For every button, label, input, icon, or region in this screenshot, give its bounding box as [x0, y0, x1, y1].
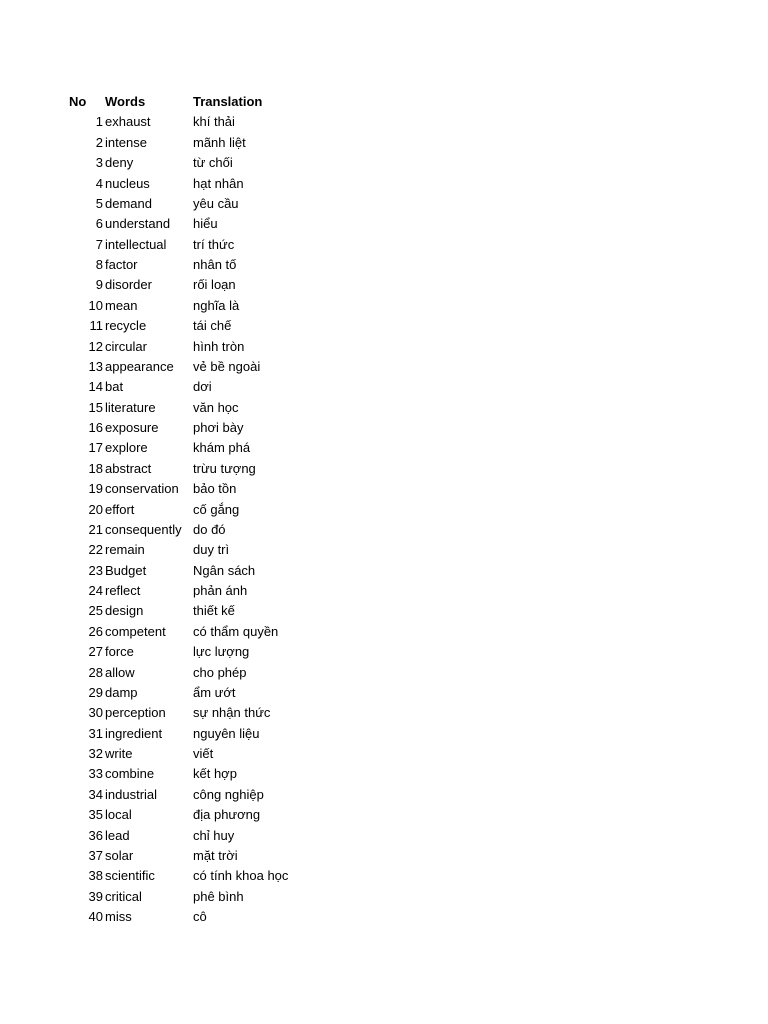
table-row	[66, 337, 288, 357]
row-number: 16	[88, 420, 103, 435]
row-number: 32	[88, 746, 103, 761]
row-number: 2	[95, 134, 103, 150]
row-number: 35	[88, 807, 103, 823]
row-translation: bảo tồn	[193, 481, 237, 497]
row-word: appearance	[105, 358, 174, 374]
row-translation: nhân tố	[193, 257, 237, 272]
table-row	[66, 663, 288, 683]
row-word: force	[105, 644, 134, 660]
row-number: 19	[88, 481, 103, 497]
row-number: 22	[88, 542, 103, 558]
row-word: abstract	[105, 460, 152, 476]
row-translation: Ngân sách	[193, 562, 256, 578]
table-row	[66, 398, 288, 418]
row-translation: tái chế	[193, 318, 232, 334]
row-number: 1	[95, 114, 103, 130]
row-translation: hiểu	[193, 216, 218, 232]
row-translation: mãnh liệt	[193, 134, 246, 150]
row-translation: dơi	[193, 379, 212, 395]
row-number: 5	[95, 195, 103, 211]
table-row	[66, 907, 288, 927]
table-row	[66, 785, 288, 805]
table-row	[66, 194, 288, 214]
row-number: 4	[95, 175, 103, 191]
row-translation: phơi bày	[193, 420, 244, 435]
table-row	[66, 764, 288, 784]
row-translation: viết	[193, 746, 214, 761]
table-row	[66, 479, 288, 499]
row-translation: cô	[193, 909, 207, 924]
table-row	[66, 683, 288, 703]
table-row	[66, 235, 288, 255]
table-row	[66, 642, 288, 662]
table-row	[66, 724, 288, 744]
row-translation: có tính khoa học	[193, 868, 289, 884]
row-number: 39	[88, 888, 103, 904]
row-word: combine	[105, 766, 155, 782]
row-number: 8	[95, 257, 103, 272]
row-number: 17	[88, 440, 103, 456]
row-word: perception	[105, 705, 166, 721]
table-row	[66, 540, 288, 560]
row-word: competent	[105, 623, 166, 639]
row-word: ingredient	[105, 725, 163, 741]
row-translation: từ chối	[193, 155, 233, 171]
table-row	[66, 887, 288, 907]
row-translation: yêu cầu	[193, 195, 239, 211]
row-number: 30	[88, 705, 103, 721]
row-word: deny	[105, 155, 134, 171]
table-row	[66, 255, 288, 275]
row-word: bat	[105, 379, 124, 395]
row-number: 38	[88, 868, 103, 884]
row-word: exhaust	[105, 114, 151, 130]
table-row	[66, 275, 288, 295]
table-row	[66, 438, 288, 458]
row-number: 24	[88, 583, 103, 598]
table-row	[66, 805, 288, 825]
row-word: disorder	[105, 277, 152, 293]
row-word: mean	[105, 297, 138, 313]
row-number: 12	[88, 338, 103, 354]
row-number: 15	[88, 399, 103, 415]
row-number: 10	[88, 297, 103, 313]
table-row	[66, 520, 288, 540]
row-word: factor	[105, 257, 138, 272]
row-translation: hình tròn	[193, 338, 245, 354]
row-word: conservation	[105, 481, 179, 497]
row-number: 40	[88, 909, 103, 924]
table-row	[66, 846, 288, 866]
table-row	[66, 357, 288, 377]
row-translation: khí thải	[193, 114, 235, 130]
row-word: intellectual	[105, 236, 167, 252]
table-body	[66, 112, 288, 927]
row-translation: trí thức	[193, 236, 235, 252]
row-word: local	[105, 807, 132, 823]
row-number: 33	[88, 766, 103, 782]
table-row	[66, 703, 288, 723]
row-number: 29	[88, 684, 103, 700]
table-row	[66, 601, 288, 621]
row-number: 23	[88, 562, 103, 578]
row-translation: vẻ bề ngoài	[193, 358, 261, 374]
row-translation: mặt trời	[193, 847, 238, 863]
row-number: 9	[95, 277, 103, 293]
table-row	[66, 153, 288, 173]
table-row	[66, 316, 288, 336]
vocabulary-table	[66, 92, 288, 927]
row-number: 21	[88, 521, 103, 537]
header-row	[66, 92, 288, 112]
row-word: intense	[105, 134, 147, 150]
table-row	[66, 561, 288, 581]
header-words: Words	[105, 94, 146, 109]
table-row	[66, 296, 288, 316]
table-row	[66, 581, 288, 601]
table-row	[66, 174, 288, 194]
row-word: damp	[105, 684, 138, 700]
row-word: scientific	[105, 868, 155, 884]
row-word: remain	[105, 542, 145, 558]
row-number: 26	[88, 623, 103, 639]
row-translation: khám phá	[193, 440, 251, 456]
table-row	[66, 377, 288, 397]
row-translation: phản ánh	[193, 583, 248, 598]
row-translation: trừu tượng	[193, 460, 256, 476]
row-number: 11	[89, 318, 103, 334]
row-word: explore	[105, 440, 148, 456]
table-row	[66, 214, 288, 234]
row-translation: hạt nhân	[193, 175, 244, 191]
row-translation: nghĩa là	[193, 297, 240, 313]
row-translation: văn học	[193, 399, 239, 415]
row-number: 34	[88, 786, 103, 802]
table-row	[66, 622, 288, 642]
row-translation: địa phương	[193, 807, 261, 823]
row-word: reflect	[105, 583, 141, 598]
row-translation: duy trì	[193, 542, 230, 558]
row-translation: nguyên liệu	[193, 725, 260, 741]
row-word: exposure	[105, 420, 159, 435]
table-row	[66, 459, 288, 479]
row-translation: do đó	[193, 521, 226, 537]
row-word: circular	[105, 338, 147, 354]
row-translation: cố gắng	[193, 501, 240, 517]
row-number: 36	[88, 827, 103, 843]
row-word: literature	[105, 399, 156, 415]
row-number: 37	[88, 847, 103, 863]
row-word: design	[105, 603, 144, 619]
row-translation: có thẩm quyền	[193, 623, 279, 639]
row-number: 28	[88, 664, 103, 680]
table-row	[66, 744, 288, 764]
table-row	[66, 500, 288, 520]
row-word: lead	[105, 827, 130, 843]
row-word: industrial	[105, 786, 158, 802]
row-word: Budget	[105, 562, 147, 578]
row-translation: kết hợp	[193, 766, 237, 782]
row-word: effort	[105, 501, 135, 517]
row-word: recycle	[105, 318, 147, 334]
row-word: understand	[105, 216, 171, 232]
row-translation: cho phép	[193, 664, 247, 680]
row-translation: sự nhận thức	[193, 705, 271, 721]
row-translation: công nghiệp	[193, 786, 264, 802]
row-word: solar	[105, 847, 134, 863]
row-word: miss	[105, 909, 132, 924]
row-word: allow	[105, 664, 135, 680]
row-number: 13	[88, 358, 103, 374]
table-row	[66, 112, 288, 132]
row-number: 31	[88, 725, 103, 741]
row-translation: chỉ huy	[193, 827, 235, 843]
row-word: write	[105, 746, 133, 761]
row-translation: lực lượng	[193, 644, 250, 660]
row-translation: rối loạn	[193, 277, 236, 293]
row-number: 7	[95, 236, 103, 252]
row-translation: ẩm ướt	[193, 684, 236, 700]
row-word: critical	[105, 888, 142, 904]
table-row	[66, 826, 288, 846]
row-number: 27	[88, 644, 103, 660]
table-row	[66, 133, 288, 153]
header-translation: Translation	[193, 94, 263, 109]
row-translation: thiết kế	[193, 603, 235, 619]
row-number: 14	[88, 379, 103, 395]
row-number: 18	[88, 460, 103, 476]
row-translation: phê bình	[193, 888, 244, 904]
row-number: 25	[88, 603, 103, 619]
row-number: 20	[88, 501, 103, 517]
row-word: demand	[105, 195, 152, 211]
header-no: No	[69, 94, 87, 109]
row-number: 6	[95, 216, 103, 232]
row-number: 3	[95, 155, 103, 171]
row-word: consequently	[105, 521, 182, 537]
table-row	[66, 866, 288, 886]
row-word: nucleus	[105, 175, 150, 191]
table-row	[66, 418, 288, 438]
